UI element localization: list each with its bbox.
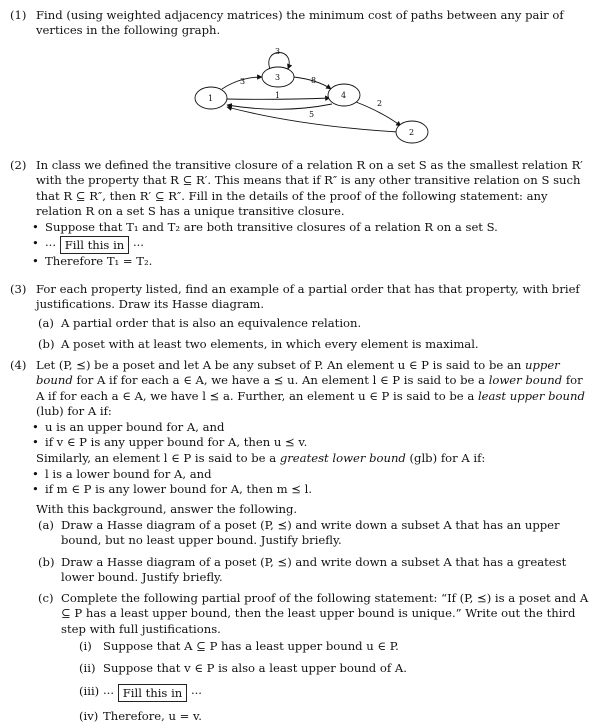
step-text: Suppose that A ⊆ P has a least upper bound u ∈ P. bbox=[103, 639, 399, 654]
part-a bbox=[38, 518, 594, 549]
glb-conditions bbox=[32, 467, 594, 498]
fill-in-box[interactable]: Fill this in bbox=[118, 684, 188, 702]
intro-text: With this background, answer the following. bbox=[36, 501, 298, 516]
part-text: A poset with at least two elements, in which every element is maximal. bbox=[61, 336, 479, 351]
glb-condition-1: • l is a lower bound for A, and bbox=[32, 467, 594, 482]
term-lower-bound: lower bound bbox=[488, 373, 563, 388]
part-label: (a) bbox=[38, 517, 54, 532]
definitions: Let (P, ⪯) be a poset and let A be any subset of P. An element u ∈ P is said to be an upper bound for A if for each a ∈ A, we have a ⪯ u. An element l ∈ P is said to be a lower bound for A if for each a ∈ A, we have l ⪯ a. Further, an element u ∈ P is said to be a least upper bound (lub) for A if: bbox=[36, 358, 585, 418]
weight-4-2: 2 bbox=[377, 99, 383, 108]
step-label: (ii) bbox=[79, 661, 96, 676]
lub-condition-1: • u is an upper bound for A, and bbox=[32, 420, 594, 435]
bullet-therefore: • Therefore T₁ = T₂. bbox=[32, 254, 594, 269]
glb-condition-2: • if m ∈ P is any lower bound for A, then m ⪯ l. bbox=[32, 482, 594, 497]
problem-2 bbox=[10, 158, 594, 270]
step-text: Suppose that v ∈ P is also a least upper bound of A. bbox=[103, 661, 407, 676]
problem-4 bbox=[10, 358, 594, 724]
part-b bbox=[38, 337, 594, 352]
problem-3 bbox=[10, 282, 594, 352]
problem-text: Find (using weighted adjacency matrices) the minimum cost of paths between any pair of vertices in the following graph. bbox=[36, 8, 564, 38]
node-label-4: 4 bbox=[341, 91, 347, 100]
problem-number: (3) bbox=[10, 282, 27, 296]
step-text: Therefore, u = v. bbox=[103, 708, 202, 723]
step-ii bbox=[79, 661, 594, 676]
ellipsis: ··· bbox=[190, 685, 202, 700]
ellipsis: ··· bbox=[103, 685, 115, 700]
weight-1-4: 1 bbox=[275, 91, 281, 100]
step-iv bbox=[79, 709, 594, 724]
ellipsis: ··· bbox=[45, 238, 57, 253]
step-label: (iii) bbox=[79, 683, 100, 698]
part-label: (b) bbox=[38, 336, 55, 351]
part-text: Draw a Hasse diagram of a poset (P, ⪯) and write down a subset A that has a greatest lower bound. Justify briefly. bbox=[61, 554, 567, 584]
part-text: A partial order that is also an equivalence relation. bbox=[61, 315, 362, 330]
proof-steps bbox=[32, 220, 594, 270]
glb-definition: Similarly, an element l ∈ P is said to be a greatest lower bound (glb) for A if: bbox=[36, 450, 486, 465]
bullet-fill bbox=[32, 236, 594, 254]
weight-3-3: 3 bbox=[275, 47, 281, 56]
part-text: Draw a Hasse diagram of a poset (P, ⪯) and write down a subset A that has an upper bound, but no least upper bound. Justify briefly. bbox=[61, 517, 560, 548]
term-glb: greatest lower bound bbox=[279, 450, 406, 465]
part-label: (b) bbox=[38, 554, 55, 569]
step-label: (i) bbox=[79, 639, 92, 654]
step-i bbox=[79, 639, 594, 654]
node-label-1: 1 bbox=[208, 94, 214, 103]
problem-text: In class we defined the transitive closure of a relation R on a set S as the smallest relation R′ with the property that R ⊆ R′. This means that if R″ is any other transitive relation on S such that R ⊆ R″, then R′ ⊆ R″. Fill in the details of the proof of the following statement: any relation R on a set S has a unique transitive closure. bbox=[36, 158, 583, 218]
part-text: Complete the following partial proof of the following statement: “If (P, ⪯) is a poset and A ⊆ P has a least upper bound, then the least upper bound is unique.” Write out the third step with full justifications. bbox=[61, 591, 589, 636]
node-label-2: 2 bbox=[409, 128, 415, 137]
part-b bbox=[38, 555, 594, 586]
weight-1-3: 3 bbox=[240, 77, 246, 86]
node-label-3: 3 bbox=[275, 73, 281, 82]
part-label: (a) bbox=[38, 315, 54, 330]
part-c bbox=[38, 591, 594, 637]
edge-4-1 bbox=[227, 104, 332, 109]
bullet-suppose: • Suppose that T₁ and T₂ are both transitive closures of a relation R on a set S. bbox=[32, 220, 594, 235]
step-iii bbox=[79, 684, 594, 702]
fill-in-box[interactable]: Fill this in bbox=[60, 236, 130, 254]
part-a bbox=[38, 316, 594, 331]
step-label: (iv) bbox=[79, 708, 99, 723]
problem-number: (1) bbox=[10, 8, 27, 22]
weight-3-4: 8 bbox=[311, 76, 317, 85]
lub-conditions bbox=[32, 420, 594, 451]
part-label: (c) bbox=[38, 591, 54, 606]
ellipsis: ··· bbox=[132, 238, 144, 253]
term-lub: least upper bound bbox=[477, 388, 585, 403]
weight-4-1: 5 bbox=[309, 110, 315, 119]
lub-condition-2: • if v ∈ P is any upper bound for A, then u ⪯ v. bbox=[32, 435, 594, 450]
term-upper-bound: upper bound bbox=[36, 358, 560, 388]
problem-1 bbox=[10, 8, 594, 39]
problem-number: (4) bbox=[10, 358, 27, 372]
problem-text: For each property listed, find an example of a partial order that has that property, with brief justifications. Draw its Hasse diagram. bbox=[36, 282, 580, 312]
problem-number: (2) bbox=[10, 158, 27, 172]
